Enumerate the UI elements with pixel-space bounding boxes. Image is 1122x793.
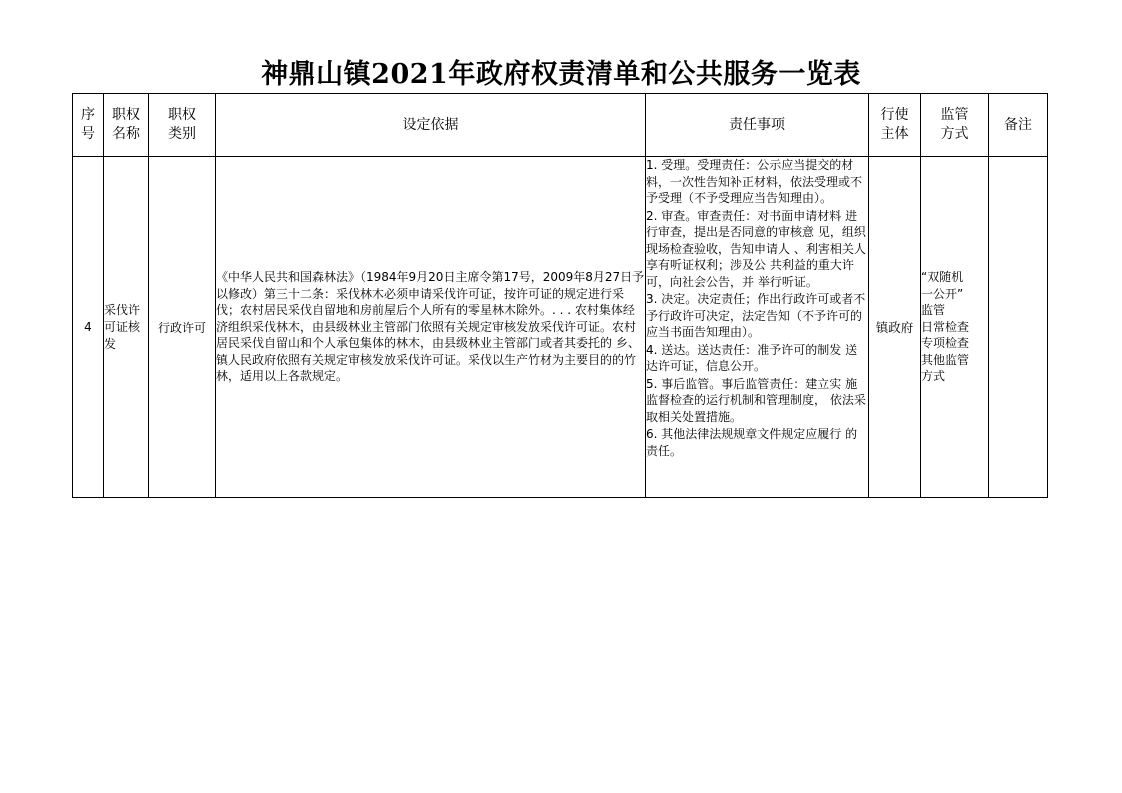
header-name: 职权名称 — [104, 94, 149, 157]
cell-seq: 4 — [73, 157, 104, 498]
supervision-line: “双随机 — [921, 270, 964, 285]
duty-item: 3. 决定。决定责任；作出行政许可或者不予行政许可决定，法定告知（不予许可的应当书面告知理由）。 — [646, 292, 866, 339]
header-remark: 备注 — [989, 94, 1048, 157]
authority-table — [72, 93, 1048, 498]
cell-supervision — [921, 157, 989, 498]
supervision-line: 监管 — [921, 303, 946, 318]
header-seq: 序号 — [73, 94, 104, 157]
duty-item: 5. 事后监管。事后监管责任：建立实 施监督检查的运行机制和管理制度， 依法采取相关处置措施。 — [646, 376, 866, 424]
cell-category: 行政许可 — [149, 157, 216, 498]
table-header-row — [73, 94, 1048, 157]
cell-basis: 《中华人民共和国森林法》（1984年9月20日主席令第17号，2009年8月27日予 以修改）第三十二条：采伐林木必须申请采伐许可证，按许可证的规定进行采 伐；农村居民采伐自留地和房前屋后个人所有的零星林木除外。. . . 农村集体经济组织采伐林木，由县级林业主管部门依照有关规定审核发放采伐许可证。农村居民采伐自留山和个人承包集体的林木，由县级林业主管部门或者其委托的 乡、镇人民政府依照有关规定审核发放采伐许可证。采伐以生产竹材为主要目的的竹林，适用以上各款规定。 — [216, 157, 646, 498]
header-duties: 责任事项 — [646, 94, 869, 157]
cell-duties — [646, 157, 869, 498]
header-subject: 行使主体 — [869, 94, 921, 157]
header-category: 职权类别 — [149, 94, 216, 157]
duty-item: 2. 审查。审查责任：对书面申请材料 进行审查，提出是否同意的审核意 见，组织现场检查验收，告知申请人 、利害相关人享有听证权利；涉及公 共利益的重大许可，向社会公告，并 举行听证。 — [646, 208, 866, 289]
cell-remark — [989, 157, 1048, 498]
supervision-line: 专项检查 — [921, 336, 970, 351]
header-supervision: 监管方式 — [921, 94, 989, 157]
supervision-line: 其他监管 — [921, 352, 970, 367]
duty-item: 6. 其他法律法规规章文件规定应履行 的责任。 — [646, 427, 858, 458]
supervision-line: 日常检查 — [921, 319, 970, 334]
page-title: 神鼎山镇2021年政府权责清单和公共服务一览表 — [261, 59, 861, 90]
header-basis: 设定依据 — [216, 94, 646, 157]
supervision-line: 方式 — [921, 369, 946, 384]
table-row — [73, 157, 1048, 498]
cell-name: 采伐许可证核发 — [104, 157, 149, 498]
duty-item: 1. 受理。受理责任：公示应当提交的材料，一次性告知补正材料，依法受理或不予受理（不予受理应当告知理由）。 — [646, 158, 863, 205]
cell-subject: 镇政府 — [869, 157, 921, 498]
duty-item: 4. 送达。送达责任：准予许可的制发 送达许可证，信息公开。 — [646, 342, 858, 373]
supervision-line: 一公开” — [921, 286, 964, 301]
